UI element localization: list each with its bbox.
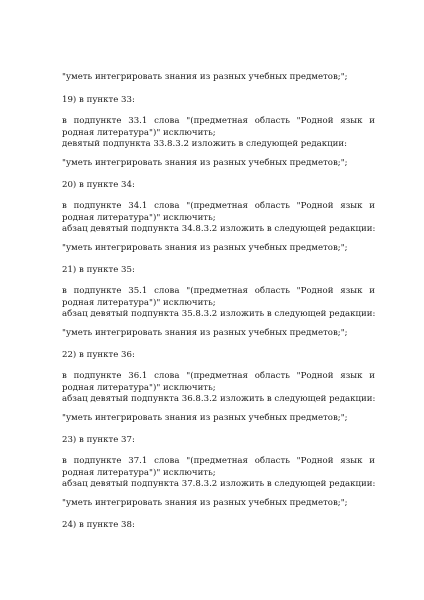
paragraph: девятый подпункта 33.8.3.2 изложить в следующей редакции: bbox=[62, 139, 348, 149]
item-heading: 20) в пункте 34: bbox=[62, 180, 135, 190]
paragraph: в подпункте 33.1 слова "(предметная область "Родной язык и родная литература")" исключить; bbox=[62, 116, 375, 138]
paragraph: "уметь интегрировать знания из разных учебных предметов;"; bbox=[62, 498, 348, 508]
item-heading: 21) в пункте 35: bbox=[62, 265, 135, 275]
paragraph: в подпункте 34.1 слова "(предметная область "Родной язык и родная литература")" исключить; bbox=[62, 201, 375, 223]
paragraph: в подпункте 35.1 слова "(предметная область "Родной язык и родная литература")" исключить; bbox=[62, 286, 375, 308]
paragraph: в подпункте 36.1 слова "(предметная область "Родной язык и родная литература")" исключить; bbox=[62, 371, 375, 393]
paragraph: "уметь интегрировать знания из разных учебных предметов;"; bbox=[62, 328, 348, 338]
paragraph: "уметь интегрировать знания из разных учебных предметов;"; bbox=[62, 158, 348, 168]
paragraph: "уметь интегрировать знания из разных учебных предметов;"; bbox=[62, 72, 348, 82]
paragraph: "уметь интегрировать знания из разных учебных предметов;"; bbox=[62, 413, 348, 423]
item-heading: 22) в пункте 36: bbox=[62, 350, 135, 360]
paragraph: "уметь интегрировать знания из разных учебных предметов;"; bbox=[62, 243, 348, 253]
paragraph: абзац девятый подпункта 36.8.3.2 изложить в следующей редакции: bbox=[62, 394, 376, 404]
paragraph: абзац девятый подпункта 37.8.3.2 изложить в следующей редакции: bbox=[62, 479, 376, 489]
paragraph: абзац девятый подпункта 35.8.3.2 изложить в следующей редакции: bbox=[62, 309, 376, 319]
item-heading: 24) в пункте 38: bbox=[62, 520, 135, 530]
paragraph: абзац девятый подпункта 34.8.3.2 изложить в следующей редакции: bbox=[62, 224, 376, 234]
item-heading: 23) в пункте 37: bbox=[62, 435, 135, 445]
paragraph: в подпункте 37.1 слова "(предметная область "Родной язык и родная литература")" исключить; bbox=[62, 456, 375, 478]
item-heading: 19) в пункте 33: bbox=[62, 95, 135, 105]
